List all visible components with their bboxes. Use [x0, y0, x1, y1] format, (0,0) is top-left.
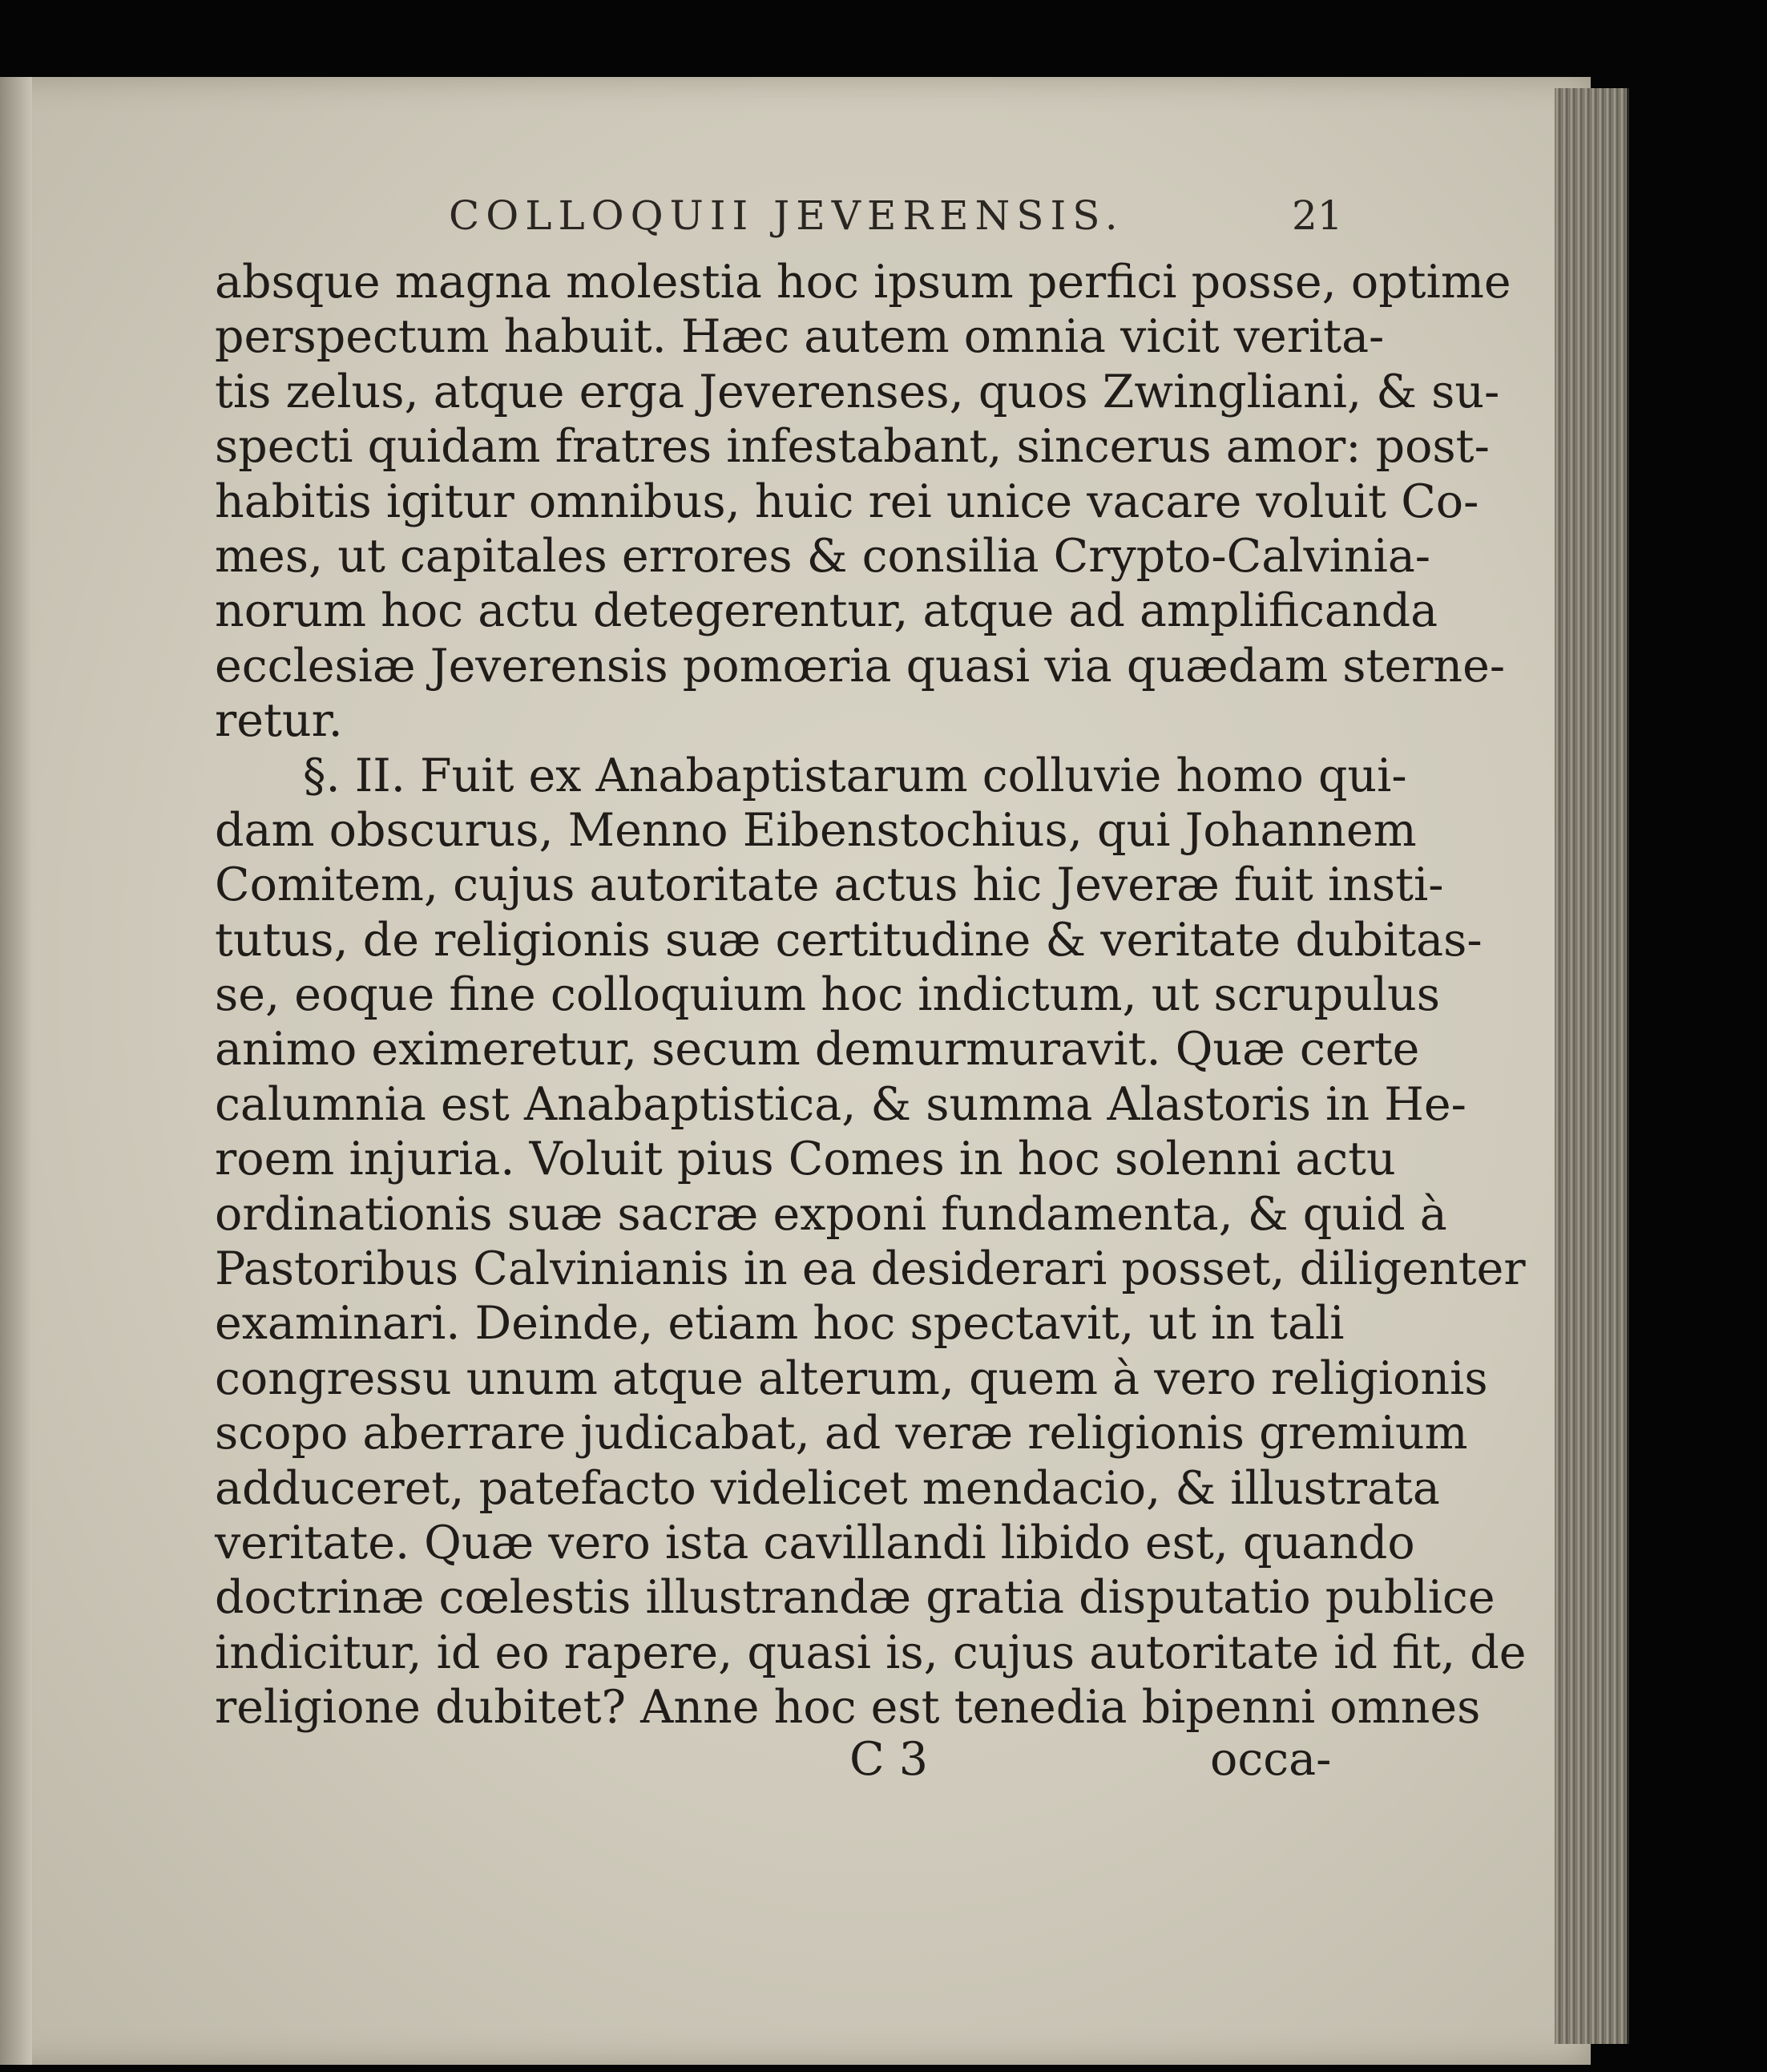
text-line: adduceret, patefacto videlicet mendacio, & illustrata: [215, 1461, 1440, 1515]
page-number: 21: [1292, 192, 1343, 239]
text-line: norum hoc actu detegerentur, atque ad amplificanda: [215, 584, 1438, 638]
text-line: Pastoribus Calvinianis in ea desiderari posset, diligenter: [215, 1242, 1526, 1296]
text-line: Comitem, cujus autoritate actus hic Jeveræ fuit insti-: [215, 858, 1444, 912]
text-line: calumnia est Anabaptistica, & summa Alastoris in He-: [215, 1077, 1466, 1131]
text-line: tutus, de religionis suæ certitudine & veritate dubitas-: [215, 913, 1483, 967]
text-line: se, eoque fine colloquium hoc indictum, ut scrupulus: [215, 968, 1441, 1022]
text-line: veritate. Quæ vero ista cavillandi libido est, quando: [215, 1516, 1415, 1569]
text-line: dam obscurus, Menno Eibenstochius, qui Johannem: [215, 803, 1417, 857]
text-line: retur.: [215, 694, 343, 748]
catchword: occa-: [1210, 1733, 1332, 1786]
page-gutter: [0, 77, 32, 2065]
text-line: congressu unum atque alterum, quem à vero religionis: [215, 1351, 1488, 1405]
text-block: [215, 255, 1527, 1735]
text-line: ordinationis suæ sacræ exponi fundamenta, & quid à: [215, 1187, 1447, 1241]
text-line: mes, ut capitales errores & consilia Crypto-Calvinia-: [215, 529, 1431, 583]
text-line: specti quidam fratres infestabant, sincerus amor: post-: [215, 420, 1490, 474]
text-line: ecclesiæ Jeverensis pomœria quasi via quædam sterne-: [215, 639, 1506, 693]
text-line: perspectum habuit. Hæc autem omnia vicit verita-: [215, 310, 1385, 364]
text-line: roem injuria. Voluit pius Comes in hoc solenni actu: [215, 1133, 1396, 1186]
signature-mark: C 3: [849, 1733, 928, 1786]
text-line: religione dubitet? Anne hoc est tenedia bipenni omnes: [215, 1681, 1481, 1735]
section-start-line: §. II. Fuit ex Anabaptistarum colluvie homo qui-: [303, 749, 1407, 802]
running-head: COLLOQUII JEVERENSIS.: [449, 192, 1124, 239]
text-line: tis zelus, atque erga Jeverenses, quos Zwingliani, & su-: [215, 365, 1500, 418]
text-line: examinari. Deinde, etiam hoc spectavit, ut in tali: [215, 1297, 1345, 1351]
text-line: indicitur, id eo rapere, quasi is, cujus autoritate id fit, de: [215, 1626, 1527, 1679]
text-line: animo eximeretur, secum demurmuravit. Quæ certe: [215, 1023, 1420, 1076]
text-line: habitis igitur omnibus, huic rei unice vacare voluit Co-: [215, 475, 1479, 528]
text-line: doctrinæ cœlestis illustrandæ gratia disputatio publice: [215, 1571, 1495, 1625]
text-line: scopo aberrare judicabat, ad veræ religionis gremium: [215, 1407, 1468, 1460]
text-line: absque magna molestia hoc ipsum perfici posse, optime: [215, 256, 1511, 309]
page-stack-edge: [1555, 88, 1629, 2044]
